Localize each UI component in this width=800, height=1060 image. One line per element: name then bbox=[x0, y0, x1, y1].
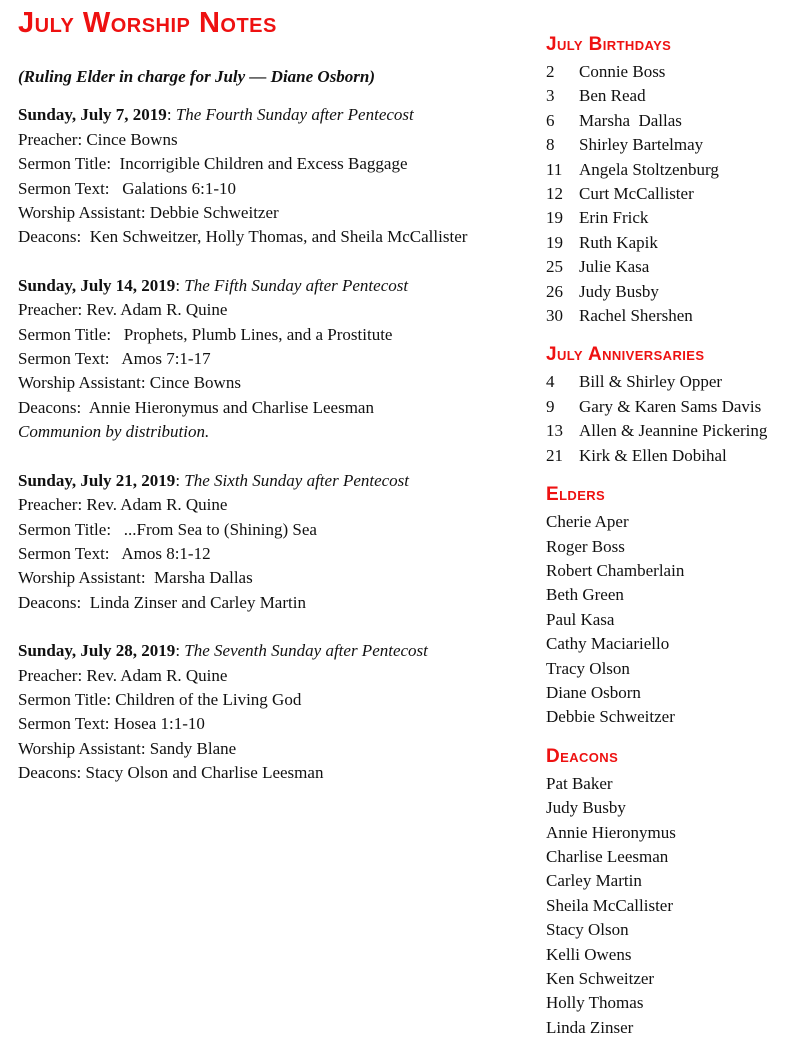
service-date: Sunday, July 21, 2019 bbox=[18, 470, 176, 490]
service-detail-line: Sermon Title: Prophets, Plumb Lines, and a Prostitute bbox=[18, 324, 393, 344]
service-heading bbox=[18, 639, 533, 663]
elders-list bbox=[546, 510, 790, 730]
deacon-name: Sheila McCallister bbox=[546, 895, 674, 915]
anniversaries-section bbox=[546, 344, 790, 468]
birthday-row bbox=[546, 133, 790, 157]
anniversary-day: 21 bbox=[546, 445, 563, 465]
date-separator: : bbox=[175, 641, 185, 661]
deacon-name: Kelli Owens bbox=[546, 944, 632, 964]
service-detail-line: Preacher: Rev. Adam R. Quine bbox=[18, 495, 228, 515]
service-detail-line: Sermon Text: Amos 7:1-17 bbox=[18, 349, 211, 369]
birthday-row bbox=[546, 109, 790, 133]
elder-name: Tracy Olson bbox=[546, 658, 630, 678]
birthday-row bbox=[546, 60, 790, 84]
deacon-name: Judy Busby bbox=[546, 798, 626, 818]
deacon-name: Carley Martin bbox=[546, 871, 642, 891]
deacon-name: Charlise Leesman bbox=[546, 846, 669, 866]
deacon-name: Holly Thomas bbox=[546, 993, 644, 1013]
elder-name: Paul Kasa bbox=[546, 609, 615, 629]
service-block-july-21 bbox=[18, 469, 533, 615]
birthday-row bbox=[546, 206, 790, 230]
service-detail-line: Preacher: Rev. Adam R. Quine bbox=[18, 665, 228, 685]
birthday-name: Curt McCallister bbox=[579, 184, 694, 204]
service-detail-line: Worship Assistant: Cince Bowns bbox=[18, 373, 241, 393]
birthday-name: Angela Stoltzenburg bbox=[579, 159, 719, 179]
deacon-name: Stacy Olson bbox=[546, 920, 629, 940]
service-block-july-14 bbox=[18, 274, 533, 445]
elders-section bbox=[546, 484, 790, 730]
anniversary-day: 9 bbox=[546, 396, 555, 416]
service-heading bbox=[18, 469, 533, 493]
service-detail-line: Deacons: Annie Hieronymus and Charlise Leesman bbox=[18, 397, 374, 417]
deacons-section bbox=[546, 746, 790, 1040]
birthday-row bbox=[546, 255, 790, 279]
birthday-name: Ben Read bbox=[579, 86, 646, 106]
service-detail-line: Sermon Title: ...From Sea to (Shining) Sea bbox=[18, 519, 317, 539]
service-detail-line: Deacons: Ken Schweitzer, Holly Thomas, and Sheila McCallister bbox=[18, 227, 468, 247]
birthday-day: 30 bbox=[546, 306, 563, 326]
deacons-heading: Deacons bbox=[546, 745, 619, 767]
service-detail-line: Sermon Text: Amos 8:1-12 bbox=[18, 543, 211, 563]
birthday-name: Judy Busby bbox=[579, 281, 659, 301]
birthday-name: Marsha Dallas bbox=[579, 110, 682, 130]
birthday-day: 8 bbox=[546, 135, 555, 155]
service-detail-line: Communion by distribution. bbox=[18, 422, 210, 442]
birthday-row bbox=[546, 280, 790, 304]
service-date: Sunday, July 14, 2019 bbox=[18, 275, 176, 295]
elder-name: Debbie Schweitzer bbox=[546, 707, 675, 727]
worship-notes-column bbox=[18, 8, 533, 786]
birthday-day: 26 bbox=[546, 281, 563, 301]
birthday-row bbox=[546, 84, 790, 108]
birthdays-heading: July Birthdays bbox=[546, 34, 672, 55]
birthday-row bbox=[546, 304, 790, 328]
birthday-name: Connie Boss bbox=[579, 62, 666, 81]
service-season: The Sixth Sunday after Pentecost bbox=[184, 470, 410, 490]
service-detail-line: Worship Assistant: Marsha Dallas bbox=[18, 568, 253, 588]
birthday-day: 19 bbox=[546, 208, 563, 228]
service-heading bbox=[18, 103, 533, 127]
elder-name: Roger Boss bbox=[546, 536, 625, 556]
service-detail-line: Sermon Title: Children of the Living God bbox=[18, 689, 302, 709]
service-detail-line: Deacons: Stacy Olson and Charlise Leesman bbox=[18, 763, 324, 783]
anniversary-row bbox=[546, 370, 790, 394]
service-date: Sunday, July 7, 2019 bbox=[18, 105, 167, 125]
service-detail-line: Worship Assistant: Sandy Blane bbox=[18, 738, 237, 758]
elder-name: Cherie Aper bbox=[546, 512, 629, 532]
birthday-row bbox=[546, 158, 790, 182]
service-detail-line: Preacher: Rev. Adam R. Quine bbox=[18, 300, 228, 320]
birthday-day: 2 bbox=[546, 62, 555, 81]
anniversary-row bbox=[546, 419, 790, 443]
service-season: The Seventh Sunday after Pentecost bbox=[184, 641, 428, 661]
service-block-july-28 bbox=[18, 639, 533, 785]
birthday-day: 6 bbox=[546, 110, 555, 130]
birthday-day: 3 bbox=[546, 86, 555, 106]
birthdays-section bbox=[546, 34, 790, 328]
deacon-name: Ken Schweitzer bbox=[546, 969, 655, 988]
service-details bbox=[18, 664, 533, 786]
service-season: The Fifth Sunday after Pentecost bbox=[184, 275, 409, 295]
deacon-name: Linda Zinser bbox=[546, 1017, 634, 1037]
deacons-list bbox=[546, 772, 790, 1040]
anniversary-name: Allen & Jeannine Pickering bbox=[579, 421, 768, 441]
birthday-row bbox=[546, 231, 790, 255]
anniversary-name: Gary & Karen Sams Davis bbox=[579, 396, 762, 416]
anniversary-day: 4 bbox=[546, 372, 555, 392]
anniversary-row bbox=[546, 444, 790, 468]
birthday-name: Ruth Kapik bbox=[579, 232, 658, 252]
service-block-july-7 bbox=[18, 103, 533, 249]
birthday-day: 19 bbox=[546, 232, 563, 252]
ruling-elder-note: (Ruling Elder in charge for July — Diane Osborn) bbox=[18, 67, 376, 86]
birthdays-list bbox=[546, 60, 790, 328]
birthday-row bbox=[546, 182, 790, 206]
anniversary-name: Bill & Shirley Opper bbox=[579, 372, 723, 392]
service-details bbox=[18, 298, 533, 444]
service-date: Sunday, July 28, 2019 bbox=[18, 641, 176, 661]
elder-name: Diane Osborn bbox=[546, 682, 641, 702]
date-separator: : bbox=[166, 105, 176, 125]
service-detail-line: Preacher: Cince Bowns bbox=[18, 129, 178, 149]
birthday-day: 25 bbox=[546, 257, 563, 277]
service-detail-line: Worship Assistant: Debbie Schweitzer bbox=[18, 203, 279, 223]
birthday-day: 12 bbox=[546, 184, 563, 204]
anniversaries-heading: July Anniversaries bbox=[546, 344, 705, 366]
birthday-name: Rachel Shershen bbox=[579, 306, 693, 326]
page-title: July Worship Notes bbox=[18, 7, 277, 39]
anniversary-name: Kirk & Ellen Dobihal bbox=[579, 445, 727, 465]
elder-name: Beth Green bbox=[546, 585, 624, 605]
service-detail-line: Sermon Title: Incorrigible Children and Excess Baggage bbox=[18, 154, 408, 174]
anniversary-day: 13 bbox=[546, 421, 563, 441]
deacon-name: Annie Hieronymus bbox=[546, 822, 676, 842]
birthday-name: Shirley Bartelmay bbox=[579, 135, 704, 155]
service-detail-line: Sermon Text: Hosea 1:1-10 bbox=[18, 714, 205, 734]
birthday-name: Erin Frick bbox=[579, 208, 649, 228]
service-heading bbox=[18, 274, 533, 298]
anniversaries-list bbox=[546, 370, 790, 468]
sidebar-column bbox=[546, 34, 790, 1040]
service-details bbox=[18, 493, 533, 615]
service-season: The Fourth Sunday after Pentecost bbox=[175, 105, 414, 125]
elder-name: Cathy Maciariello bbox=[546, 634, 670, 654]
birthday-day: 11 bbox=[546, 159, 563, 179]
service-detail-line: Sermon Text: Galations 6:1-10 bbox=[18, 178, 237, 198]
anniversary-row bbox=[546, 395, 790, 419]
service-detail-line: Deacons: Linda Zinser and Carley Martin bbox=[18, 592, 306, 612]
elders-heading: Elders bbox=[546, 484, 606, 506]
elder-name: Robert Chamberlain bbox=[546, 560, 685, 580]
deacon-name: Pat Baker bbox=[546, 773, 613, 793]
birthday-name: Julie Kasa bbox=[579, 257, 650, 277]
date-separator: : bbox=[175, 470, 185, 490]
service-details bbox=[18, 128, 533, 250]
date-separator: : bbox=[175, 275, 185, 295]
